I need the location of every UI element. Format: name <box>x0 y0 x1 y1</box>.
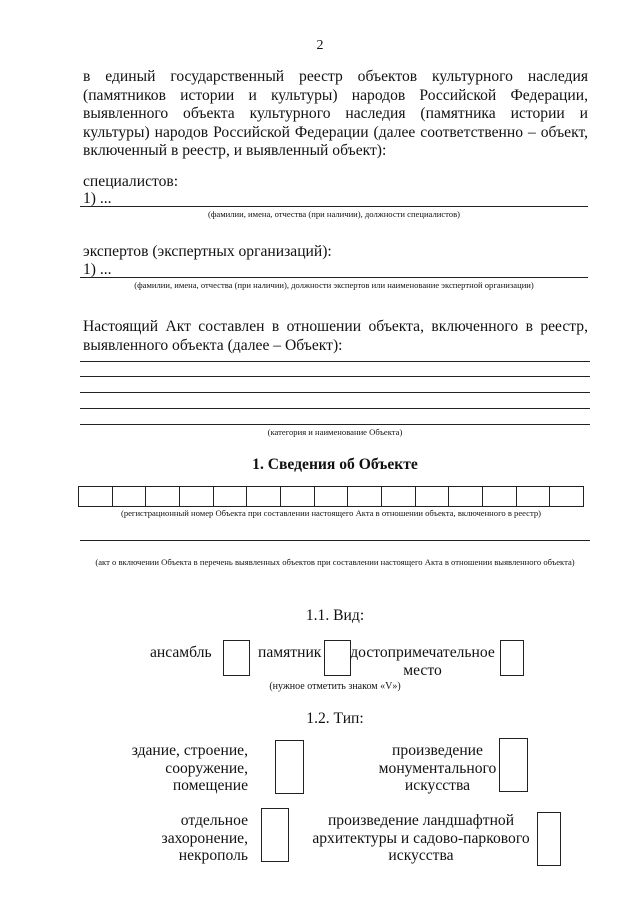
reg-cell[interactable] <box>550 487 583 506</box>
object-line-1[interactable] <box>80 361 590 362</box>
option-monumental-art-label: произведение монументального искусства <box>378 742 497 794</box>
option-ensemble-label: ансамбль <box>150 644 212 661</box>
reg-cell[interactable] <box>348 487 382 506</box>
reg-cell[interactable] <box>79 487 113 506</box>
object-line-4[interactable] <box>80 408 590 409</box>
reg-cell[interactable] <box>281 487 315 506</box>
option-landmark-label: достопримечательное место <box>350 644 495 679</box>
specialists-label: специалистов: <box>83 173 179 190</box>
option-landscape-label: произведение ландшафтной архитектуры и садово-паркового искусства <box>312 812 530 864</box>
object-line-3[interactable] <box>80 392 590 393</box>
reg-cell[interactable] <box>416 487 450 506</box>
act-inclusion-line[interactable] <box>80 540 590 541</box>
option-ensemble-checkbox[interactable] <box>223 640 250 676</box>
reg-cell[interactable] <box>113 487 147 506</box>
specialists-caption: (фамилии, имена, отчества (при наличии), должности специалистов) <box>207 209 461 219</box>
reg-cell[interactable] <box>483 487 517 506</box>
page-number: 2 <box>316 38 324 53</box>
registration-number-cells[interactable] <box>78 486 584 507</box>
act-paragraph: Настоящий Акт составлен в отношении объекта, включенного в реестр, выявленного объекта (далее – Объект): <box>83 318 588 354</box>
reg-cell[interactable] <box>146 487 180 506</box>
reg-cell[interactable] <box>517 487 551 506</box>
reg-cell[interactable] <box>449 487 483 506</box>
reg-caption: (регистрационный номер Объекта при составлении настоящего Акта в отношении объекта, включенного в реестр) <box>120 508 542 518</box>
section-title: 1. Сведения об Объекте <box>252 456 418 473</box>
option-monument-checkbox[interactable] <box>324 640 351 676</box>
type-title: 1.2. Тип: <box>306 710 364 727</box>
specialists-entry: 1) ... <box>83 190 112 207</box>
option-landscape-checkbox[interactable] <box>537 812 561 866</box>
object-line-2[interactable] <box>80 376 590 377</box>
object-caption: (категория и наименование Объекта) <box>267 427 403 437</box>
option-building-label: здание, строение, сооружение, помещение <box>131 742 248 794</box>
intro-paragraph: в единый государственный реестр объектов культурного наследия (памятников истории и культуры) народов Российской Федерации, выявленного объекта культурного наследия (памятника истории и культуры) народов Российской Федерации (далее соответственно – объект, включенный в реестр, и выявленный объект): <box>83 68 588 159</box>
specialists-line[interactable] <box>80 206 588 207</box>
reg-cell[interactable] <box>214 487 248 506</box>
reg-cell[interactable] <box>180 487 214 506</box>
option-monument-label: памятник <box>258 644 322 661</box>
object-line-5[interactable] <box>80 424 590 425</box>
option-monumental-art-checkbox[interactable] <box>499 738 528 792</box>
option-landmark-checkbox[interactable] <box>500 640 524 676</box>
view-title: 1.1. Вид: <box>305 607 365 624</box>
experts-label: экспертов (экспертных организаций): <box>83 243 332 260</box>
experts-caption: (фамилии, имена, отчества (при наличии), должности экспертов или наименование экспертной организации) <box>134 280 534 290</box>
reg-cell[interactable] <box>315 487 349 506</box>
reg-cell[interactable] <box>247 487 281 506</box>
experts-line[interactable] <box>80 277 588 278</box>
experts-entry: 1) ... <box>83 261 112 278</box>
view-note: (нужное отметить знаком «V») <box>269 681 401 692</box>
option-burial-checkbox[interactable] <box>261 808 289 862</box>
option-burial-label: отдельное захоронение, некрополь <box>161 812 248 864</box>
option-building-checkbox[interactable] <box>275 740 304 794</box>
act-inclusion-caption: (акт о включении Объекта в перечень выявленных объектов при составлении настоящего Акта в отношении выявленного объекта) <box>95 557 575 567</box>
reg-cell[interactable] <box>382 487 416 506</box>
